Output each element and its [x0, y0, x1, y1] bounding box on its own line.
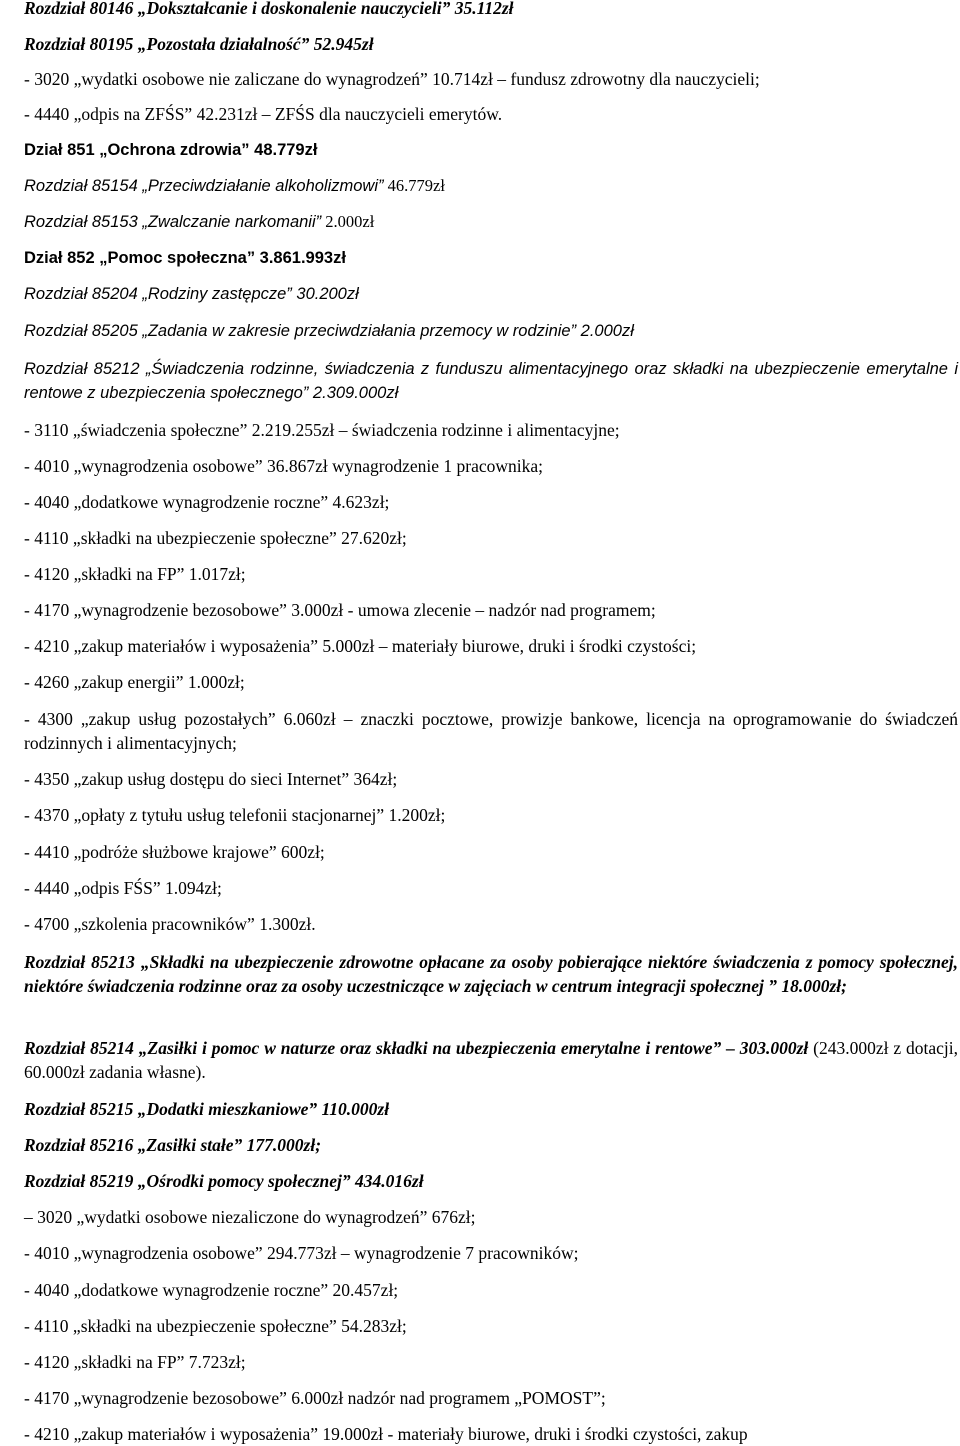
- expense-line: - 3020 „wydatki osobowe nie zaliczane do wynagrodzeń” 10.714zł – fundusz zdrowotny dla nauczycieli;: [24, 69, 760, 89]
- expense-line: – 3020 „wydatki osobowe niezaliczone do wynagrodzeń” 676zł;: [24, 1207, 476, 1227]
- expense-line: - 4700 „szkolenia pracowników” 1.300zł.: [24, 914, 316, 934]
- expense-line: - 4440 „odpis na ZFŚS” 42.231zł – ZFŚS dla nauczycieli emerytów.: [24, 104, 503, 124]
- section-heading: Rozdział 85215 „Dodatki mieszkaniowe” 110.000zł: [24, 1099, 390, 1119]
- section-heading: Rozdział 85212 „Świadczenia rodzinne, świadczenia z funduszu alimentacyjnego oraz składki na ubezpieczenie emerytalne i rentowe z ubezpieczenia społecznego” 2.309.000zł: [24, 360, 958, 402]
- expense-line: - 4170 „wynagrodzenie bezosobowe” 6.000zł nadzór nad programem „POMOST”;: [24, 1388, 606, 1408]
- section-heading: Rozdział 85216 „Zasiłki stałe” 177.000zł;: [24, 1135, 322, 1155]
- expense-line: - 4440 „odpis FŚS” 1.094zł;: [24, 878, 222, 898]
- expense-line: - 4040 „dodatkowe wynagrodzenie roczne” 20.457zł;: [24, 1280, 399, 1300]
- expense-line: - 4010 „wynagrodzenia osobowe” 294.773zł – wynagrodzenie 7 pracowników;: [24, 1243, 579, 1263]
- expense-line: - 3110 „świadczenia społeczne” 2.219.255zł – świadczenia rodzinne i alimentacyjne;: [24, 420, 620, 440]
- section-heading: Rozdział 85213 „Składki na ubezpieczenie zdrowotne opłacane za osoby pobierające niektóre świadczenia z pomocy społecznej, niektóre świadczenia rodzinne oraz za osoby uczestniczące w zajęciach w centrum integracji społecznej ” 18.000zł;: [24, 952, 958, 996]
- expense-line: - 4110 „składki na ubezpieczenie społeczne” 54.283zł;: [24, 1316, 407, 1336]
- section-heading: Rozdział 85214 „Zasiłki i pomoc w naturze oraz składki na ubezpieczenia emerytalne i rentowe” – 303.000zł (243.000zł z dotacji, 60.000zł zadania własne).: [24, 1038, 958, 1082]
- expense-line: - 4010 „wynagrodzenia osobowe” 36.867zł wynagrodzenie 1 pracownika;: [24, 456, 543, 476]
- expense-line: - 4260 „zakup energii” 1.000zł;: [24, 672, 245, 692]
- section-heading: Rozdział 85205 „Zadania w zakresie przeciwdziałania przemocy w rodzinie” 2.000zł: [24, 322, 634, 340]
- section-heading: Rozdział 80195 „Pozostała działalność” 52.945zł: [24, 34, 374, 54]
- expense-line: - 4300 „zakup usług pozostałych” 6.060zł – znaczki pocztowe, prowizje bankowe, licencja na oprogramowanie do świadczeń rodzinnych i alimentacyjnych;: [24, 709, 958, 753]
- section-heading: Rozdział 85154 „Przeciwdziałanie alkoholizmowi” 46.779zł: [24, 176, 445, 195]
- expense-line: - 4370 „opłaty z tytułu usług telefonii stacjonarnej” 1.200zł;: [24, 805, 446, 825]
- expense-line: - 4210 „zakup materiałów i wyposażenia” 19.000zł - materiały biurowe, druki i środki czystości, zakup: [24, 1424, 748, 1444]
- section-heading: Rozdział 85204 „Rodziny zastępcze” 30.200zł: [24, 285, 359, 303]
- section-heading: Rozdział 85153 „Zwalczanie narkomanii” 2.000zł: [24, 212, 375, 231]
- expense-line: - 4110 „składki na ubezpieczenie społeczne” 27.620zł;: [24, 528, 407, 548]
- department-heading: Dział 852 „Pomoc społeczna” 3.861.993zł: [24, 249, 346, 267]
- expense-line: - 4410 „podróże służbowe krajowe” 600zł;: [24, 842, 325, 862]
- expense-line: - 4040 „dodatkowe wynagrodzenie roczne” 4.623zł;: [24, 492, 390, 512]
- section-heading: Rozdział 80146 „Dokształcanie i doskonalenie nauczycieli” 35.112zł: [24, 0, 514, 18]
- expense-line: - 4120 „składki na FP” 7.723zł;: [24, 1352, 246, 1372]
- section-heading: Rozdział 85219 „Ośrodki pomocy społecznej” 434.016zł: [24, 1171, 424, 1191]
- expense-line: - 4170 „wynagrodzenie bezosobowe” 3.000zł - umowa zlecenie – nadzór nad programem;: [24, 600, 656, 620]
- department-heading: Dział 851 „Ochrona zdrowia” 48.779zł: [24, 141, 318, 159]
- expense-line: - 4350 „zakup usług dostępu do sieci Internet” 364zł;: [24, 769, 398, 789]
- expense-line: - 4120 „składki na FP” 1.017zł;: [24, 564, 246, 584]
- expense-line: - 4210 „zakup materiałów i wyposażenia” 5.000zł – materiały biurowe, druki i środki czystości;: [24, 636, 697, 656]
